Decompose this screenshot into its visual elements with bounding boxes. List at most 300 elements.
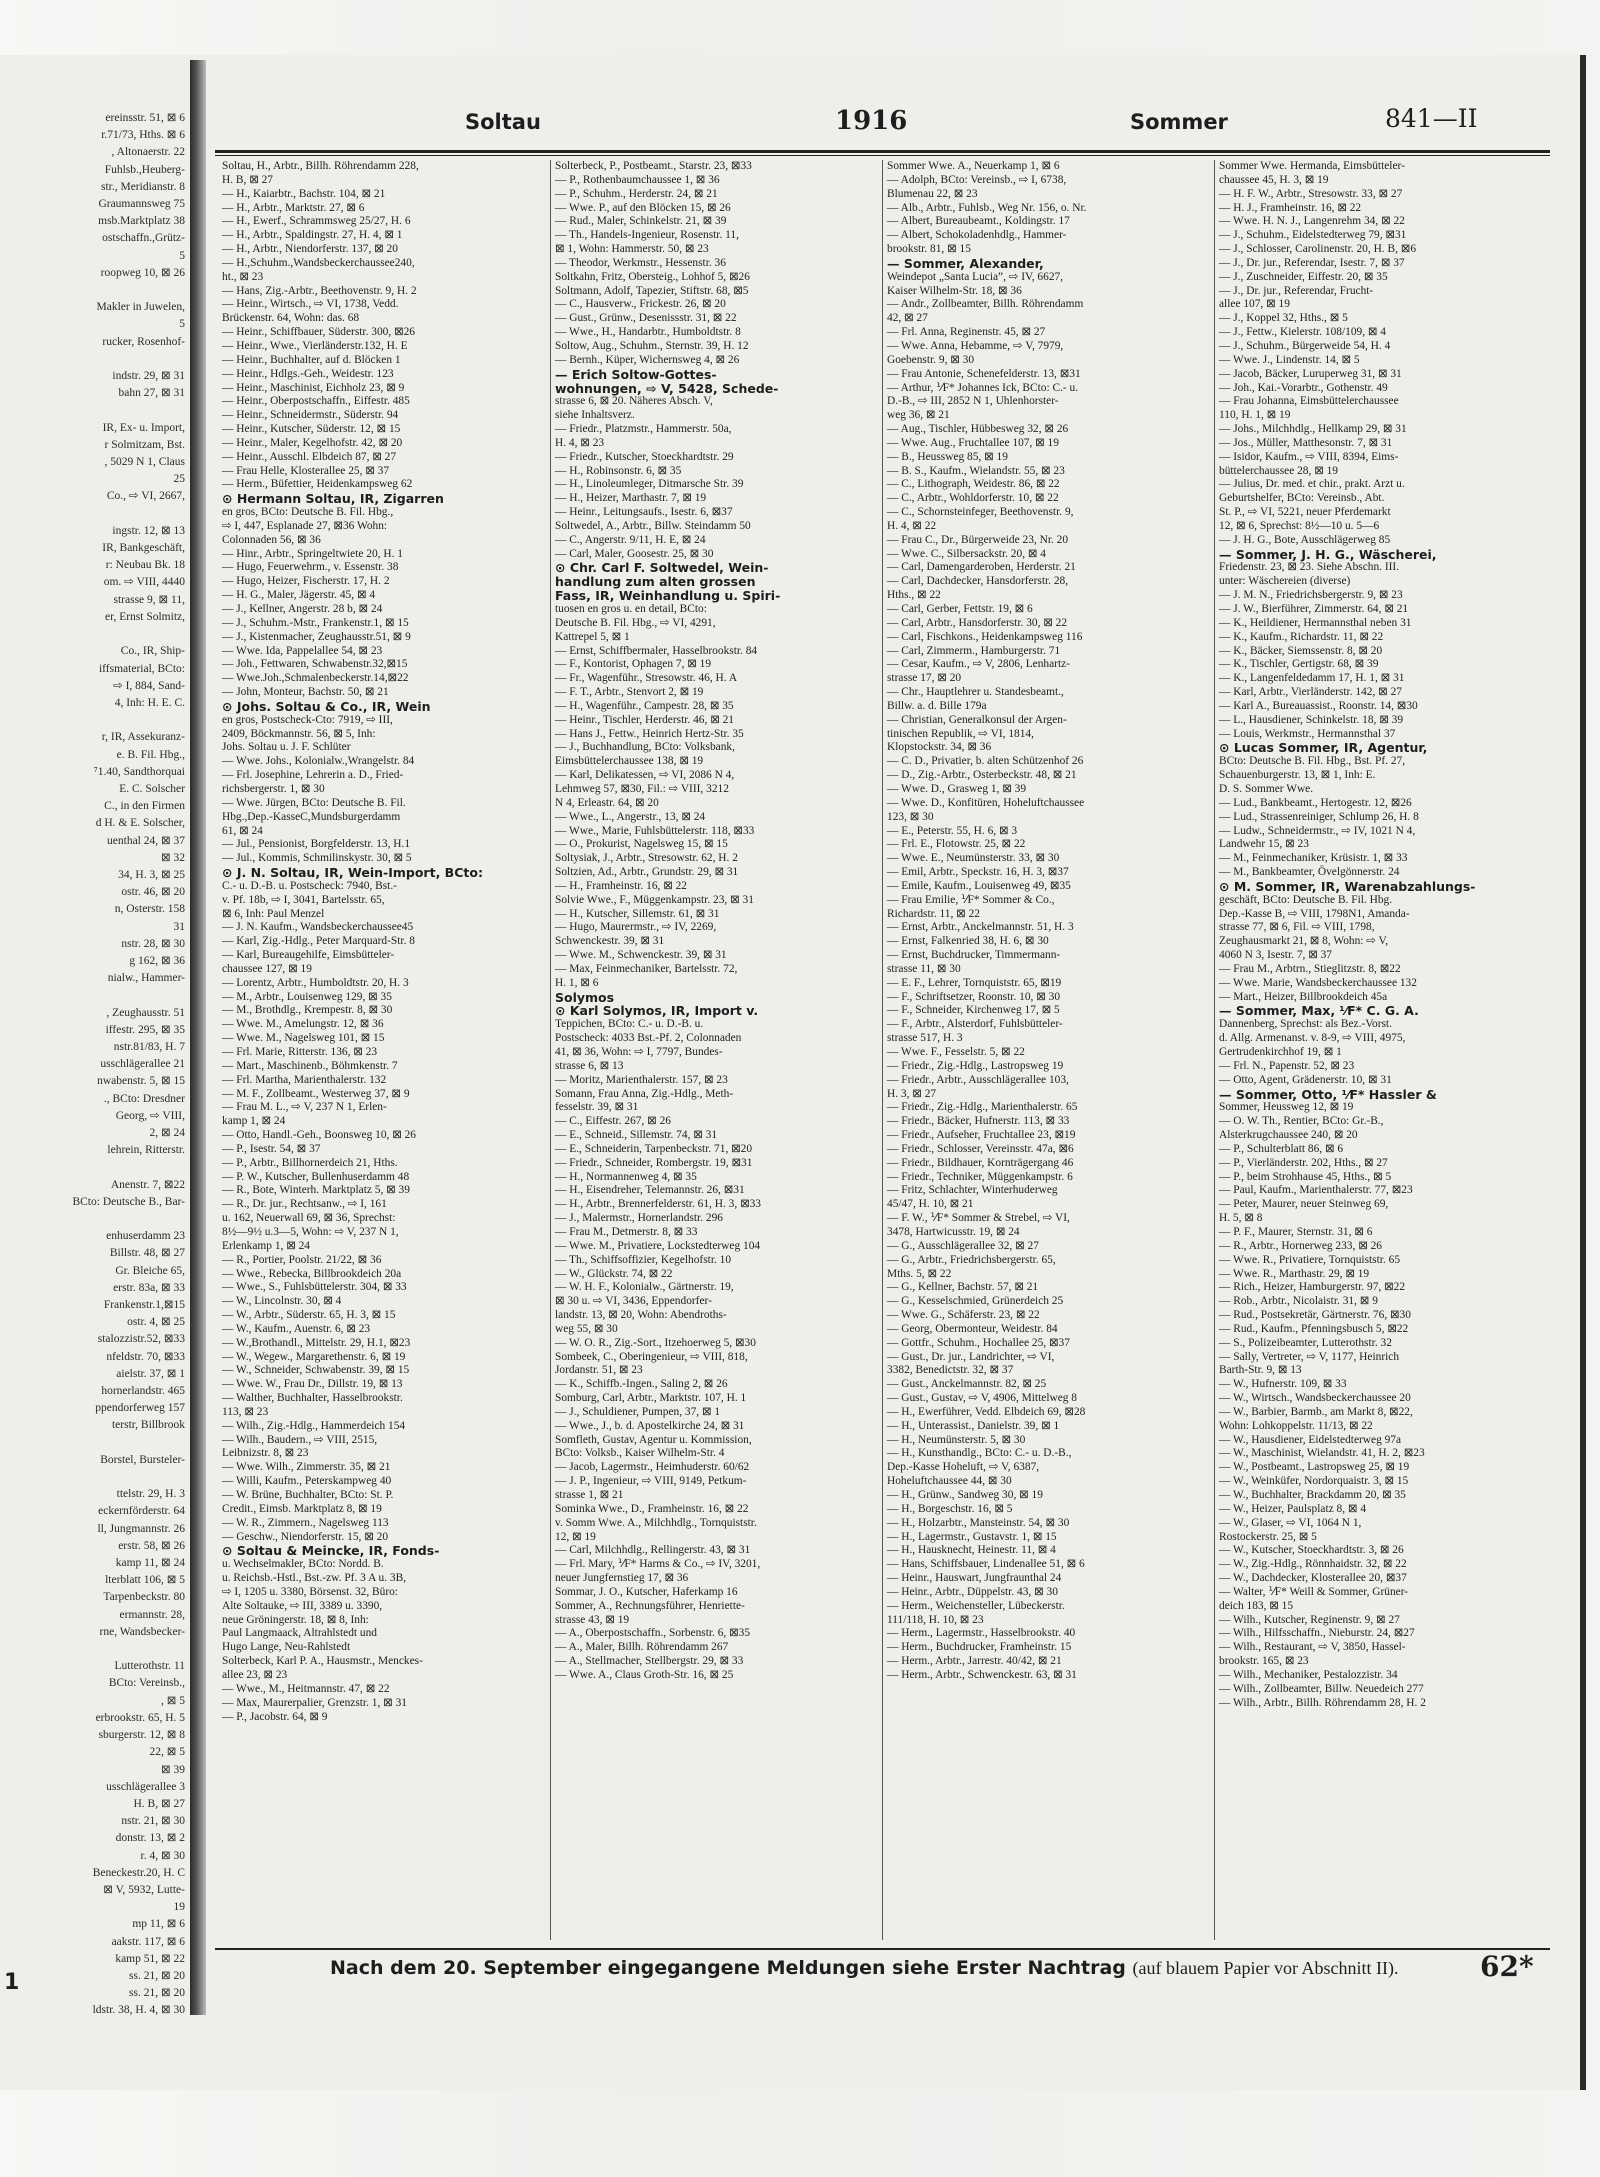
directory-entry: — W., Hausdiener, Eidelstedterweg 97a [1219,1433,1402,1446]
directory-entry: — H.,Schuhm.,Wandsbeckerchaussee240, [222,256,415,269]
directory-entry: — E., Schneiderin, Tarpenbeckstr. 71, ⊠20 [555,1142,753,1155]
directory-entry: — Jul., Kommis, Schmilinskystr. 30, ⊠ 5 [222,852,412,865]
directory-entry: — Th., Schiffsoffizier, Kegelhofstr. 10 [555,1253,732,1266]
directory-entry: St. P., ⇨ VI, 5221, neuer Pferdemarkt [1219,506,1391,519]
directory-entry: — Heinr., Kutscher, Süderstr. 12, ⊠ 15 [222,423,401,436]
directory-entry: — John, Monteur, Bachstr. 50, ⊠ 21 [222,686,389,699]
directory-entry: 12, ⊠ 6, Sprechst: 8½—10 u. 5—6 [1219,519,1380,532]
directory-entry: Gertrudenkirchhof 19, ⊠ 1 [1219,1046,1342,1058]
directory-entry: — W. Brüne, Buchhalter, BCto: St. P. [222,1489,394,1501]
directory-entry: — H. J., Framheinstr. 16, ⊠ 22 [1219,201,1362,214]
directory-entry: — Frl. Martha, Marienthalerstr. 132 [222,1073,387,1086]
directory-entry: — H., Framheinstr. 16, ⊠ 22 [555,879,687,892]
strip-line [0,1469,185,1486]
directory-entry: — J., Zuschneider, Eiffestr. 20, ⊠ 35 [1219,270,1388,283]
directory-entry: 3478, Hartwicusstr. 19, ⊠ 24 [887,1225,1020,1238]
directory-entry: — Andr., Zollbeamter, Billh. Röhrendamm [887,298,1084,311]
directory-entry: — H., Borgeschstr. 16, ⊠ 5 [887,1502,1013,1515]
footer-main-text: Nach dem 20. September eingegangene Meldungen siehe Erster Nachtrag [330,1957,1126,1979]
directory-entry: — Wwe., H., Handarbtr., Humboldtstr. 8 [555,326,741,339]
directory-entry: — Wwe. G., Schäferstr. 23, ⊠ 22 [887,1309,1040,1322]
directory-entry: — A., Oberpostschaffn., Sorbenstr. 6, ⊠35 [555,1627,751,1640]
directory-entry: strasse 11, ⊠ 30 [887,962,961,975]
directory-entry: — Bernh., Küper, Wichernsweg 4, ⊠ 26 [555,353,740,366]
directory-entry: — P., Jacobstr. 64, ⊠ 9 [222,1710,328,1723]
strip-line: str., Meridianstr. 8 [100,180,185,193]
directory-entry: Eimsbüttelerchaussee 138, ⊠ 19 [555,755,704,768]
directory-entry: — J., Kellner, Angerstr. 28 b, ⊠ 24 [222,603,383,615]
directory-entry: — Wilh., Baudern., ⇨ VIII, 2515, [222,1433,378,1446]
strip-line: iffsmaterial, BCto: [98,662,185,675]
strip-line [0,626,185,643]
directory-entry: — Theodor, Werkmstr., Hessenstr. 36 [555,256,726,269]
directory-entry: — Heinr., Schneidermstr., Süderstr. 94 [222,409,399,422]
directory-entry: — Adolph, BCto: Vereinsb., ⇨ I, 6738, [887,173,1067,186]
directory-entry: richsbergerstr. 1, ⊠ 30 [222,782,325,795]
directory-entry: v. Somm Wwe. A., Milchhdlg., Tornquiststr. [555,1516,757,1529]
strip-line: nstr.81/83, H. 7 [113,1040,185,1053]
directory-entry: — Georg, Obermonteur, Weidestr. 84 [887,1322,1058,1335]
directory-column-1 [218,160,536,1940]
directory-entry-heading: ⊙ Karl Solymos, IR, Import v. [555,1003,759,1019]
directory-entry: — W.,Brothandl., Mittelstr. 29, H.1, ⊠23 [222,1336,411,1349]
directory-entry: — C., Arbtr., Wohldorferstr. 10, ⊠ 22 [887,492,1059,505]
directory-entry: 8½—9½ u.3—5, Wohn: ⇨ V, 237 N 1, [222,1225,399,1238]
directory-entry: Sommar, J. O., Kutscher, Haferkamp 16 [555,1585,738,1598]
directory-entry: 123, ⊠ 30 [887,810,934,823]
directory-entry: — W., Maschinist, Wielandstr. 41, H. 2, ⊠23 [1219,1447,1425,1460]
strip-line: r: Neubau Bk. 18 [105,559,185,572]
strip-line: sburgerstr. 12, ⊠ 8 [98,1729,185,1742]
strip-line: C., in den Firmen [104,800,185,813]
directory-entry: — Albert, Bureaubeamt., Koldingstr. 17 [887,215,1070,228]
strip-line: Georg, ⇨ VIII, [115,1109,185,1122]
directory-entry: — Wwe. Jürgen, BCto: Deutsche B. Fil. [222,796,406,809]
directory-entry: Credit., Eimsb. Marktplatz 8, ⊠ 19 [222,1502,382,1515]
directory-entry: — P., beim Strohhause 45, Hths., ⊠ 5 [1219,1170,1392,1183]
directory-entry: — H., Ewerf., Schrammsweg 25/27, H. 6 [222,215,411,228]
directory-entry: — W., Buchhalter, Brackdamm 20, ⊠ 35 [1219,1489,1406,1501]
directory-entry: strasse 6, ⊠ 13 [555,1059,624,1072]
page-header [215,100,1550,146]
strip-line: usschlägerallee 21 [100,1058,185,1071]
directory-entry: — Wwe. Marie, Wandsbeckerchaussee 132 [1219,976,1417,989]
strip-line: Fuhlsb.,Heuberg- [104,163,185,176]
directory-entry: — H., Neumünsterstr. 5, ⊠ 30 [887,1433,1026,1446]
strip-line: r.71/73, Hths. ⊠ 6 [101,129,185,142]
directory-entry: Kattrepel 5, ⊠ 1 [555,630,630,643]
directory-entry: — Herm., Buchdrucker, Framheinstr. 15 [887,1641,1072,1654]
strip-line: ⊠ 32 [160,851,185,864]
directory-entry: Sominka Wwe., D., Framheinstr. 16, ⊠ 22 [555,1502,749,1515]
directory-entry: — G., Kesselschmied, Grünerdeich 25 [887,1295,1064,1308]
directory-entry-heading: — Sommer, Alexander, [887,255,1044,271]
directory-entry: Deutsche B. Fil. Hbg., ⇨ VI, 4291, [555,616,716,629]
directory-entry: — Frl. Marie, Ritterstr. 136, ⊠ 23 [222,1046,378,1058]
directory-entry: neue Gröningerstr. 18, ⊠ 8, Inh: [222,1613,369,1626]
directory-entry: — K., Schiffb.-Ingen., Saling 2, ⊠ 26 [555,1378,728,1391]
directory-entry: — Joh., Kai.-Vorarbtr., Gothenstr. 49 [1219,381,1388,394]
directory-entry: — P. W., Kutscher, Bullenhuserdamm 48 [222,1170,410,1183]
footer-page-number: 62* [1480,1950,1534,1983]
strip-line [0,1211,185,1228]
directory-entry: Soltysiak, J., Arbtr., Stresowstr. 62, H. 2 [555,852,738,865]
directory-entry: — Friedr., Kutscher, Stoeckhardtstr. 29 [555,450,734,463]
directory-entry: Goebenstr. 9, ⊠ 30 [887,353,975,366]
directory-entry: — Herm., Weichensteller, Lübeckerstr. [887,1599,1065,1612]
strip-line: kamp 11, ⊠ 24 [115,1557,185,1570]
directory-entry: strasse 17, ⊠ 20 [887,672,962,685]
directory-entry: — W., Wirtsch., Wandsbeckerchaussee 20 [1219,1392,1411,1405]
directory-entry: — Frl. N., Papenstr. 52, ⊠ 23 [1219,1059,1355,1072]
directory-entry: — Lorentz, Arbtr., Humboldtstr. 20, H. 3 [222,976,409,989]
strip-line: er, Ernst Solmitz, [104,610,185,623]
strip-line: ss. 21, ⊠ 20 [129,1987,185,2000]
directory-entry: H. 4, ⊠ 23 [555,436,605,449]
directory-entry: — Wwe. M., Nagelsweg 101, ⊠ 15 [222,1032,385,1045]
directory-entry: — Julius, Dr. med. et chir., prakt. Arzt u. [1219,478,1405,491]
strip-line: r, IR, Assekuranz- [101,731,185,744]
directory-entry: — W., Barbier, Barmb., am Markt 8, ⊠22, [1219,1405,1413,1418]
directory-entry: tuosen en gros u. en detail, BCto: [555,603,707,615]
directory-entry: Colonnaden 56, ⊠ 36 [222,533,321,546]
directory-entry: neuer Jungfernstieg 17, ⊠ 36 [555,1572,689,1585]
strip-line: IR, Ex- u. Import, [102,421,185,434]
strip-line: donstr. 13, ⊠ 2 [115,1832,185,1845]
directory-entry: Soltau, H., Arbtr., Billh. Röhrendamm 228, [222,160,419,172]
strip-line: , Altonaerstr. 22 [111,146,185,159]
directory-entry: — Wwe. Wilh., Zimmerstr. 35, ⊠ 21 [222,1461,391,1474]
previous-page-strip [0,110,185,2017]
strip-line: msb.Marktplatz 38 [98,215,185,228]
strip-line: iffestr. 295, ⊠ 35 [105,1023,185,1036]
footer-note-text: (auf blauem Papier vor Abschnitt II). [1132,1958,1399,1978]
strip-line: ostr. 4, ⊠ 25 [127,1316,185,1329]
directory-entry: — Frau M., Arbtrn., Stieglitzstr. 8, ⊠22 [1219,962,1401,975]
directory-entry: — H., Grünw., Sandweg 30, ⊠ 19 [887,1489,1043,1501]
directory-entry: — Friedr., Arbtr., Ausschlägerallee 103, [887,1073,1069,1086]
directory-entry: ht., ⊠ 23 [222,270,264,283]
directory-entry: — Rob., Arbtr., Nicolaistr. 31, ⊠ 9 [1219,1295,1378,1308]
directory-entry: allee 107, ⊠ 19 [1219,298,1290,311]
directory-entry: — Friedr., Bildhauer, Kornträgergang 46 [887,1156,1074,1169]
directory-entry: — W., Dachdecker, Klosterallee 20, ⊠37 [1219,1572,1407,1585]
directory-entry: — Wwe. E., Neumünsterstr. 33, ⊠ 30 [887,852,1060,865]
directory-entry: — Max, Maurerpalier, Grenzstr. 1, ⊠ 31 [222,1696,407,1709]
directory-entry: — Gust., Anckelmannstr. 82, ⊠ 25 [887,1378,1047,1391]
strip-line: BCto: Deutsche B., Bar- [72,1195,185,1208]
directory-entry: — Geschw., Niendorferstr. 15, ⊠ 20 [222,1530,389,1543]
strip-line: ereinsstr. 51, ⊠ 6 [105,112,185,124]
directory-entry: — M., Feinmechaniker, Krüsistr. 1, ⊠ 33 [1219,852,1408,865]
directory-entry: Somburg, Carl, Arbtr., Marktstr. 107, H. 1 [555,1392,747,1405]
directory-column-4 [1214,160,1533,1940]
strip-line: 31 [173,920,185,933]
header-page-number: 841—II [1385,104,1478,133]
strip-line: aakstr. 117, ⊠ 6 [111,1935,185,1948]
directory-entry: — Herm., Lagermstr., Hasselbrookstr. 40 [887,1627,1076,1640]
directory-entry: strasse 517, H. 3 [887,1032,963,1045]
directory-entry: — J., Schuhm., Bürgerweide 54, H. 4 [1219,339,1391,352]
directory-entry: — Wwe. P., auf den Blöcken 15, ⊠ 26 [555,201,731,214]
directory-entry: — J. N. Kaufm., Wandsbeckerchaussee45 [222,921,414,934]
strip-line: 2, ⊠ 24 [149,1126,185,1139]
directory-entry-heading: ⊙ Johs. Soltau & Co., IR, Wein [222,698,431,714]
directory-entry: — Walther, Buchhalter, Hasselbrookstr. [222,1392,403,1405]
directory-entry: — Hans J., Fettw., Heinrich Hertz-Str. 35 [555,727,744,740]
strip-line: Anenstr. 7, ⊠22 [110,1178,185,1191]
directory-entry: Richardstr. 11, ⊠ 22 [887,907,980,920]
strip-line: Gr. Bleiche 65, [115,1264,185,1277]
directory-entry: — Isidor, Kaufm., ⇨ VIII, 8394, Eims- [1219,450,1399,463]
directory-entry: Soltow, Aug., Schuhm., Sternstr. 39, H. 12 [555,339,749,352]
directory-entry: — Ernst, Falkenried 38, H. 6, ⊠ 30 [887,935,1049,948]
directory-entry-heading: Fass, IR, Weinhandlung u. Spiri- [555,588,781,604]
strip-line [0,1435,185,1452]
directory-entry: — Friedr., Techniker, Müggenkampstr. 6 [887,1170,1073,1183]
directory-entry: — Louis, Werkmstr., Hermannsthal 37 [1219,727,1396,740]
directory-entry: — Friedr., Schneider, Rombergstr. 19, ⊠31 [555,1156,753,1169]
directory-entry: — Mart., Heizer, Billbrookdeich 45a [1219,990,1388,1003]
directory-entry: — Wilh., Kutscher, Reginenstr. 9, ⊠ 27 [1219,1613,1400,1626]
directory-entry: — Willi, Kaufm., Peterskampweg 40 [222,1475,392,1488]
directory-entry: — Fr., Wagenführ., Stresowstr. 46, H. A [555,672,738,685]
directory-entry: brookstr. 81, ⊠ 15 [887,243,971,256]
directory-entry: strasse 43, ⊠ 19 [555,1613,630,1626]
strip-line: nfeldstr. 70, ⊠33 [106,1350,185,1363]
header-rule [215,150,1550,156]
strip-line: IR, Bankgeschäft, [102,542,185,555]
directory-entry: — Karl, Delikatessen, ⇨ VI, 2086 N 4, [555,769,735,782]
directory-entry: 110, H. 1, ⊠ 19 [1219,409,1291,422]
directory-entry: Friedenstr. 23, ⊠ 23. Siehe Abschn. III. [1219,561,1400,574]
directory-entry: — Wilh., Arbtr., Billh. Röhrendamm 28, H. 2 [1219,1696,1426,1709]
directory-entry: — W. R., Zimmern., Nagelsweg 113 [222,1516,389,1529]
directory-entry: — Paul, Kaufm., Marienthalerstr. 77, ⊠23 [1219,1184,1413,1197]
directory-entry: — D., Zig.-Arbtr., Osterbeckstr. 48, ⊠ 21 [887,769,1077,782]
directory-entry: — Frau Helle, Klosterallee 25, ⊠ 37 [222,464,390,477]
directory-entry-heading: ⊙ Hermann Soltau, IR, Zigarren [222,491,444,507]
directory-entry: ⊠ 6, Inh: Paul Menzel [222,907,325,920]
directory-entry: — Arthur, ⅟F* Johannes Ick, BCto: C.- u. [887,381,1079,394]
directory-entry: — G., Ausschlägerallee 32, ⊠ 27 [887,1239,1039,1252]
directory-entry: — Th., Handels-Ingenieur, Rosenstr. 11, [555,229,739,242]
strip-line: erbrookstr. 65, H. 5 [95,1711,185,1724]
directory-entry: — Wwe. J., Lindenstr. 14, ⊠ 5 [1219,353,1360,366]
directory-entry: Lehmweg 57, ⊠30, Fil.: ⇨ VIII, 3212 [555,782,729,795]
directory-entry-heading: ⊙ M. Sommer, IR, Warenabzahlungs- [1219,878,1476,894]
strip-line: usschlägerallee 3 [106,1780,185,1793]
directory-entry: — Wwe. M., Amelungstr. 12, ⊠ 36 [222,1018,384,1031]
directory-entry: en gros, Postscheck-Cto: 7919, ⇨ III, [222,713,393,726]
header-year: 1916 [835,106,908,136]
strip-line: Beneckestr.20, H. C [92,1866,185,1879]
strip-line: aielstr. 37, ⊠ 1 [116,1367,185,1380]
directory-entry: Jordanstr. 51, ⊠ 23 [555,1364,643,1377]
directory-entry: — W., Zig.-Hdlg., Rönnhaidstr. 32, ⊠ 22 [1219,1558,1407,1571]
strip-line: Makler in Juwelen, [96,301,185,314]
directory-entry: 2409, Böckmannstr. 56, ⊠ 5, Inh: [222,727,376,740]
strip-line: lterblatt 106, ⊠ 5 [105,1574,185,1587]
directory-entry: C.- u. D.-B. u. Postscheck: 7940, Bst.- [222,879,397,892]
directory-entry: ⇨ I, 447, Esplanade 27, ⊠36 Wohn: [222,519,388,532]
strip-line: bahn 27, ⊠ 31 [118,387,185,400]
strip-line: Co., ⇨ VI, 2667, [106,490,185,503]
strip-line: ⊠ 39 [160,1763,185,1776]
directory-entry: — Ernst, Buchdrucker, Timmermann- [887,949,1061,962]
strip-line [0,987,185,1004]
directory-entry: — A., Maler, Billh. Röhrendamm 267 [555,1641,729,1654]
directory-entry: — J., Schuldiener, Pumpen, 37, ⊠ 1 [555,1405,721,1418]
directory-entry: Sommer, Heussweg 12, ⊠ 19 [1219,1101,1354,1114]
directory-entry: — W. H. F., Kolonialw., Gärtnerstr. 19, [555,1281,734,1294]
directory-entry: — H., Kunsthandlg., BCto: C.- u. D.-B., [887,1447,1072,1460]
directory-entry: — Wwe. D., Konfitüren, Hoheluftchaussee [887,796,1085,809]
directory-entry: — Gust., Grünw., Desenissstr. 31, ⊠ 22 [555,312,737,325]
directory-entry: — C. D., Privatier, b. alten Schützenhof 26 [887,755,1084,768]
directory-entry: — Wilh., Restaurant, ⇨ V, 3850, Hassel- [1219,1641,1406,1654]
directory-entry: — Karl A., Bureauassist., Roonstr. 14, ⊠30 [1219,699,1418,712]
directory-entry: — Wwe. Anna, Hebamme, ⇨ V, 7979, [887,339,1064,352]
directory-entry: Kaiser Wilhelm-Str. 18, ⊠ 36 [887,284,1022,297]
directory-entry: — Hans, Schiffsbauer, Lindenallee 51, ⊠ 6 [887,1558,1085,1571]
directory-entry: — W., Arbtr., Süderstr. 65, H. 3, ⊠ 15 [222,1309,396,1322]
strip-line: 34, H. 3, ⊠ 25 [118,868,185,881]
strip-line: indstr. 29, ⊠ 31 [112,370,185,383]
directory-entry: Brückenstr. 64, Wohn: das. 68 [222,312,360,325]
strip-line: ostr. 46, ⊠ 20 [121,886,185,899]
directory-entry: 45/47, H. 10, ⊠ 21 [887,1198,974,1211]
directory-entry: — Wwe. Aug., Fruchtallee 107, ⊠ 19 [887,436,1059,449]
directory-entry: — H., Unterassist., Danielstr. 39, ⊠ 1 [887,1419,1060,1432]
directory-entry: — Heinr., Leitungsaufs., Isestr. 6, ⊠37 [555,506,733,519]
footer-notice [330,1957,1398,1979]
directory-entry: — F., Schneider, Kirchenweg 17, ⊠ 5 [887,1004,1060,1017]
strip-line: 5 [179,249,185,262]
directory-entry: — Heinr., Maschinist, Eichholz 23, ⊠ 9 [222,381,405,394]
directory-entry: — Wilh., Hilfsschaffn., Nieburstr. 24, ⊠27 [1219,1627,1415,1640]
strip-line [0,351,185,368]
directory-entry: — Frl. Josephine, Lehrerin a. D., Fried- [222,769,404,782]
strip-line: erstr. 58, ⊠ 26 [118,1539,185,1552]
strip-line: E. C. Solscher [119,782,185,795]
directory-entry: 42, ⊠ 27 [887,312,928,325]
directory-entry: landstr. 13, ⊠ 20, Wohn: Abendroths- [555,1309,727,1322]
directory-entry: — W., Hufnerstr. 109, ⊠ 33 [1219,1378,1347,1391]
directory-entry: — Hugo, Maurermstr., ⇨ IV, 2269, [555,921,717,934]
directory-column-3 [882,160,1201,1940]
strip-line: mp 11, ⊠ 6 [132,1918,185,1931]
directory-entry: — Frau Antonie, Schenefelderstr. 13, ⊠31 [887,367,1081,380]
directory-entry: 4060 N 3, Isestr. 7, ⊠ 37 [1219,949,1333,962]
directory-columns [218,160,1548,1940]
directory-entry: — Karl, Zig.-Hdlg., Peter Marquard-Str. 8 [222,935,415,948]
directory-entry: Somann, Frau Anna, Zig.-Hdlg., Meth- [555,1087,734,1100]
directory-entry: Dep.-Kasse B, ⇨ VIII, 1798N1, Amanda- [1219,907,1410,920]
directory-entry: — Wwe. R., Privatiere, Tornquiststr. 65 [1219,1253,1401,1266]
directory-entry: — Carl, Arbtr., Hansdorferstr. 30, ⊠ 22 [887,616,1068,629]
directory-entry: — Friedr., Schlosser, Vereinsstr. 47a, ⊠6 [887,1142,1074,1155]
corner-mark: 1 [4,1970,20,1995]
directory-entry: — O. W. Th., Rentier, BCto: Gr.-B., [1219,1115,1384,1128]
directory-entry: — Emil, Arbtr., Speckstr. 16, H. 3, ⊠37 [887,866,1069,879]
directory-entry: strasse 6, ⊠ 20. Näheres Absch. V, [555,395,713,408]
strip-line: r. 4, ⊠ 30 [140,1849,185,1862]
strip-line [0,282,185,299]
directory-entry: — K., Tischler, Gertigstr. 68, ⊠ 39 [1219,658,1379,671]
directory-entry: — Hugo, Feuerwehrm., v. Essenstr. 38 [222,561,399,574]
directory-entry: ⊠ 1, Wohn: Hammerstr. 50, ⊠ 23 [555,243,709,256]
directory-entry: — Frl. E., Flotowstr. 25, ⊠ 22 [887,838,1026,851]
directory-entry: — B. S., Kaufm., Wielandstr. 55, ⊠ 23 [887,464,1065,477]
directory-entry: — H., Arbtr., Brennerfelderstr. 61, H. 3, ⊠33 [555,1198,761,1211]
directory-entry: — W., Postbeamt., Lastropsweg 25, ⊠ 19 [1219,1461,1410,1474]
directory-entry: — Wilh., Mechaniker, Pestalozzistr. 34 [1219,1668,1398,1681]
directory-entry-heading: ⊙ J. N. Soltau, IR, Wein-Import, BCto: [222,865,483,881]
directory-entry: — F. W., ⅟F* Sommer & Strebel, ⇨ VI, [887,1212,1070,1225]
directory-entry: — Frau M., Detmerstr. 8, ⊠ 33 [555,1225,698,1238]
strip-line: stalozzistr.52, ⊠33 [97,1333,185,1346]
directory-entry: — Herm., Büfettier, Heidenkampsweg 62 [222,478,413,491]
directory-entry: 41, ⊠ 36, Wohn: ⇨ I, 7797, Bundes- [555,1046,723,1058]
directory-entry: Alte Soltauke, ⇨ III, 3389 u. 3390, [222,1599,383,1612]
strip-line [0,506,185,523]
directory-entry: — Wwe. W., Frau Dr., Dillstr. 19, ⊠ 13 [222,1378,403,1391]
directory-entry-heading: handlung zum alten grossen [555,574,756,590]
strip-line: Frankenstr.1,⊠15 [103,1299,185,1312]
directory-entry: 111/118, H. 10, ⊠ 23 [887,1613,984,1626]
directory-entry: — F., Schriftsetzer, Roonstr. 10, ⊠ 30 [887,990,1061,1003]
directory-entry-heading: ⊙ Lucas Sommer, IR, Agentur, [1219,740,1428,756]
directory-entry: — P., Schuhm., Herderstr. 24, ⊠ 21 [555,187,718,200]
directory-entry: Wohn: Lohkoppelstr. 11/13, ⊠ 22 [1219,1419,1373,1432]
directory-entry: — Albert, Schokoladenhdlg., Hammer- [887,229,1067,242]
strip-line: Graumannsweg 75 [98,198,185,211]
strip-line: uenthal 24, ⊠ 37 [107,834,185,847]
directory-entry: — Wwe. H. N. J., Langenrehm 34, ⊠ 22 [1219,215,1405,228]
directory-entry: — Heinr., Ausschl. Elbdeich 87, ⊠ 27 [222,450,397,463]
strip-line: strasse 9, ⊠ 11, [113,593,185,606]
footer-rule [215,1948,1550,1950]
directory-entry-heading: — Erich Soltow-Gottes- [555,366,717,382]
directory-entry: — Wwe. F., Fesselstr. 5, ⊠ 22 [887,1046,1025,1058]
directory-entry: — L., Hausdiener, Schinkelstr. 18, ⊠ 39 [1219,713,1404,726]
directory-entry: 113, ⊠ 23 [222,1405,269,1418]
directory-entry: Teppichen, BCto: C.- u. D.-B. u. [555,1018,704,1031]
directory-entry: — Wwe. R., Marthastr. 29, ⊠ 19 [1219,1267,1370,1280]
directory-entry: — Mart., Maschinenb., Böhmkenstr. 7 [222,1059,398,1072]
directory-entry: — Frau Johanna, Eimsbüttelerchaussee [1219,395,1399,408]
directory-entry: — Johs., Milchhdlg., Hellkamp 29, ⊠ 31 [1219,423,1407,436]
directory-entry: — H., Lagermstr., Gustavstr. 1, ⊠ 15 [887,1530,1057,1543]
directory-entry: H. 5, ⊠ 8 [1219,1212,1263,1225]
directory-entry: — J., Kistenmacher, Zeughausstr.51, ⊠ 9 [222,630,411,643]
directory-entry: fesselstr. 39, ⊠ 31 [555,1101,639,1114]
directory-entry: — C., Hausverw., Frickestr. 26, ⊠ 20 [555,298,726,311]
strip-line: erstr. 83a, ⊠ 33 [113,1281,185,1294]
directory-entry: — H., Holzarbtr., Mansteinstr. 54, ⊠ 30 [887,1516,1070,1529]
strip-line [0,712,185,729]
directory-entry: — H., Eisendreher, Telemannstr. 26, ⊠31 [555,1184,745,1197]
directory-entry: — Otto, Handl.-Geh., Boonsweg 10, ⊠ 26 [222,1129,416,1142]
directory-entry: — M., Bankbeamter, Övelgönnerstr. 24 [1219,866,1400,879]
header-right-keyword: Sommer [1130,110,1228,134]
directory-entry: — R., Dr. jur., Rechtsanw., ⇨ I, 161 [222,1198,387,1211]
strip-line: n, Osterstr. 158 [114,903,185,916]
directory-entry-heading: ⊙ Chr. Carl F. Soltwedel, Wein- [555,560,769,576]
directory-entry: strasse 1, ⊠ 21 [555,1489,624,1501]
strip-line: BCto: Vereinsb., [108,1677,185,1690]
